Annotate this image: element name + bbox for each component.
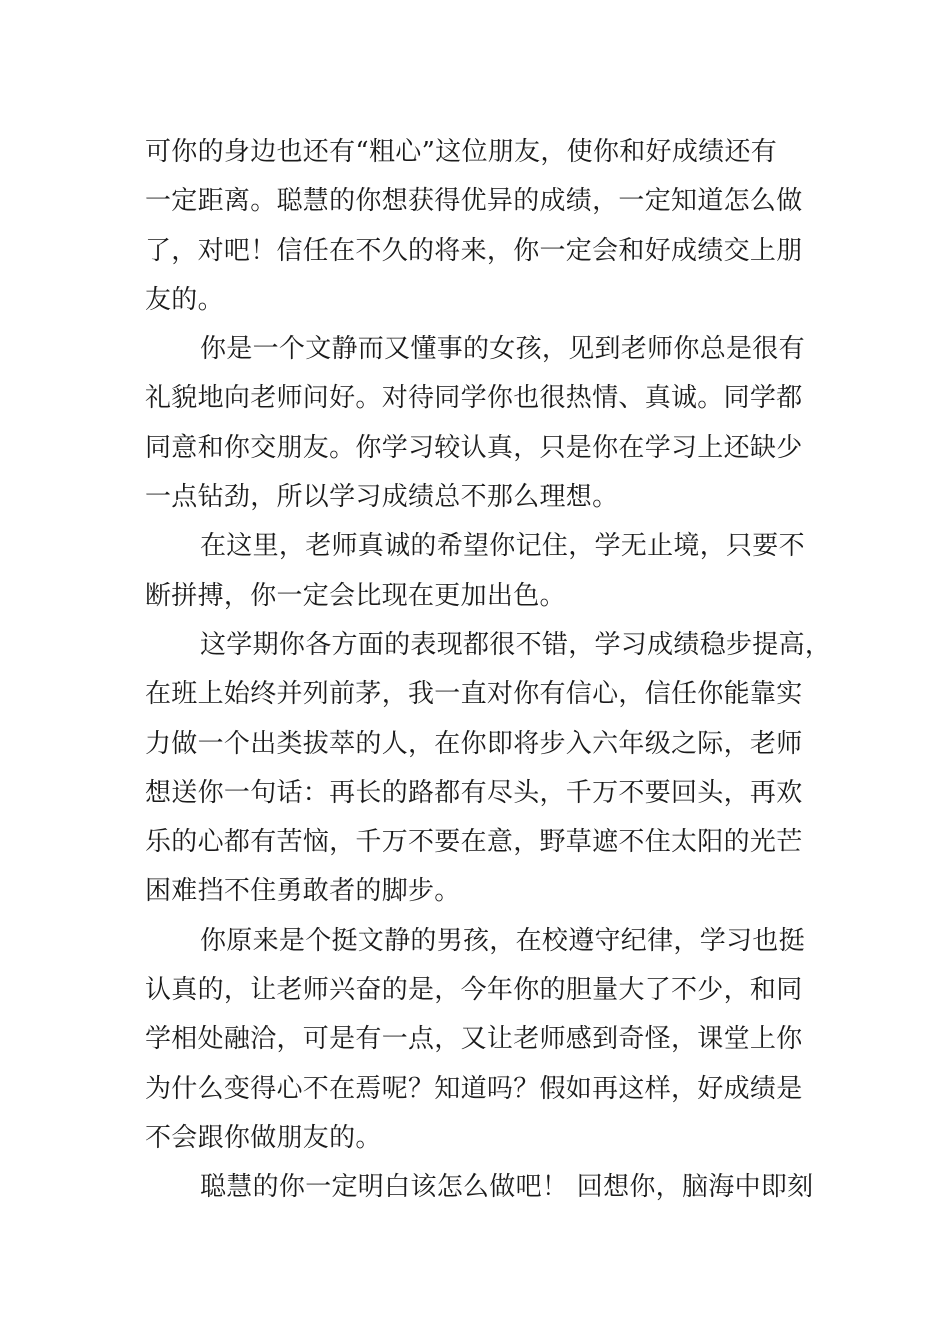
document-body [145,128,832,1213]
text-line: 可你的身边也还有“粗心”这位朋友，使你和好成绩还有 [145,137,778,167]
text-line: 友的。 [145,284,224,315]
text-line: 你是一个文静而又懂事的女孩，见到老师你总是很有 [200,334,805,365]
text-line: 不会跟你做朋友的。 [145,1122,382,1153]
text-line: 在这里，老师真诚的希望你记住，学无止境，只要不 [200,531,805,562]
text-line: 学相处融洽，可是有一点，又让老师感到奇怪，课堂上你 [145,1024,803,1055]
text-line: 一定距离。聪慧的你想获得优异的成绩，一定知道怎么做 [145,186,803,217]
text-line: 乐的心都有苦恼，千万不要在意，野草遮不住太阳的光芒 [145,827,803,858]
text-line: 困难挡不住勇敢者的脚步。 [145,876,461,907]
text-line: 聪慧的你一定明白该怎么做吧！ 回想你，脑海中即刻 [200,1172,814,1203]
text-line: 在班上始终并列前茅，我一直对你有信心，信任你能靠实 [145,679,803,710]
text-line: 一点钻劲，所以学习成绩总不那么理想。 [145,482,619,513]
text-line: 为什么变得心不在焉呢？知道吗？假如再这样，好成绩是 [145,1073,803,1104]
text-line: 了，对吧！信任在不久的将来，你一定会和好成绩交上朋 [145,235,803,266]
text-line: 想送你一句话：再长的路都有尽头，千万不要回头，再欢 [145,777,803,808]
text-line: 力做一个出类拔萃的人，在你即将步入六年级之际，老师 [145,728,803,759]
text-line: 认真的，让老师兴奋的是，今年你的胆量大了不少，和同 [145,975,803,1006]
text-line: 同意和你交朋友。你学习较认真，只是你在学习上还缺少 [145,432,803,463]
text-line: 礼貌地向老师问好。对待同学你也很热情、真诚。同学都 [145,383,803,414]
text-line: 断拼搏，你一定会比现在更加出色。 [145,580,566,611]
text-line: 这学期你各方面的表现都很不错，学习成绩稳步提高， [200,629,832,660]
text-line: 你原来是个挺文静的男孩，在校遵守纪律，学习也挺 [200,925,805,956]
